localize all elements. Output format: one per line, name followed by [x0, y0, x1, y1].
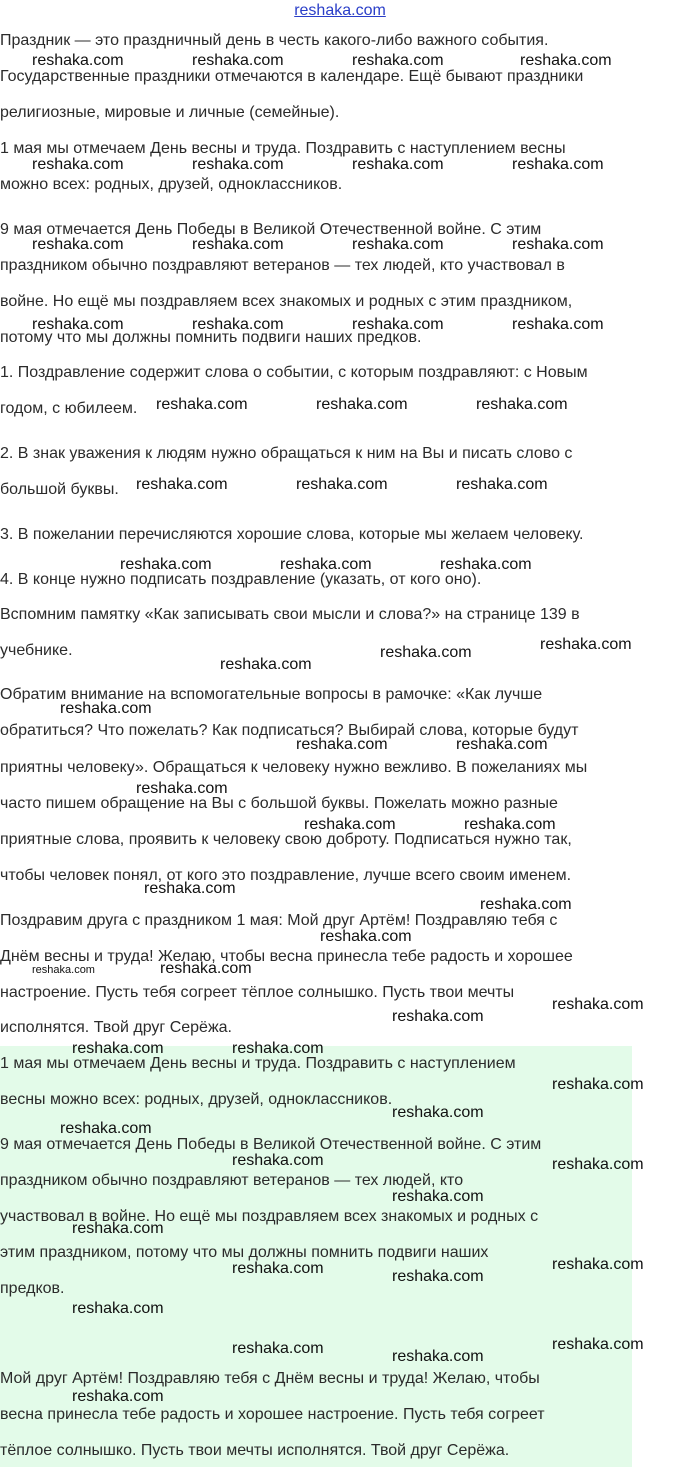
text-line: Поздравим друга с праздником 1 мая: Мой друг Артём! Поздравляю тебя с: [0, 912, 558, 929]
watermark: reshaka.com: [440, 556, 532, 573]
watermark: reshaka.com: [60, 1120, 152, 1137]
watermark: reshaka.com: [72, 1040, 164, 1057]
watermark: reshaka.com: [192, 316, 284, 333]
text-line: можно всех: родных, друзей, одноклассников.: [0, 176, 343, 193]
site-title-link[interactable]: reshaka.com: [294, 2, 386, 19]
text-line: Вспомним памятку «Как записывать свои мысли и слова?» на странице 139 в: [0, 606, 580, 623]
answer-line: этим праздником, потому что мы должны помнить подвиги наших: [0, 1244, 489, 1261]
watermark: reshaka.com: [552, 996, 644, 1013]
answer-line: участвовал в войне. Но ещё мы поздравляем всех знакомых и родных с: [0, 1208, 539, 1225]
watermark: reshaka.com: [552, 1156, 644, 1173]
watermark: reshaka.com: [352, 316, 444, 333]
watermark: reshaka.com: [456, 476, 548, 493]
text-line: приятные слова, проявить к человеку свою доброту. Подписаться нужно так,: [0, 831, 572, 848]
watermark: reshaka.com: [512, 156, 604, 173]
watermark: reshaka.com: [32, 52, 124, 69]
watermark: reshaka.com: [552, 1256, 644, 1273]
watermark: reshaka.com: [72, 1220, 164, 1237]
text-line: 1 мая мы отмечаем День весны и труда. Поздравить с наступлением весны: [0, 140, 566, 157]
text-line: войне. Но ещё мы поздравляем всех знакомых и родных с этим праздником,: [0, 293, 573, 310]
text-line: Обратим внимание на вспомогательные вопросы в рамочке: «Как лучше: [0, 686, 543, 703]
watermark: reshaka.com: [192, 236, 284, 253]
text-line: 4. В конце нужно подписать поздравление (указать, от кого оно).: [0, 571, 482, 588]
text-line: настроение. Пусть тебя согреет тёплое солнышко. Пусть твои мечты: [0, 984, 515, 1001]
answer-line: весны можно всех: родных, друзей, одноклассников.: [0, 1091, 393, 1108]
watermark: reshaka.com: [280, 556, 372, 573]
watermark: reshaka.com: [476, 396, 568, 413]
text-line: Государственные праздники отмечаются в календаре. Ещё бывают праздники: [0, 68, 584, 85]
watermark: reshaka.com: [136, 476, 228, 493]
watermark: reshaka.com: [320, 928, 412, 945]
text-line: религиозные, мировые и личные (семейные).: [0, 104, 340, 121]
watermark: reshaka.com: [464, 816, 556, 833]
answer-line: тёплое солнышко. Пусть твои мечты исполнятся. Твой друг Серёжа.: [0, 1442, 510, 1459]
watermark: reshaka.com: [72, 1388, 164, 1405]
watermark: reshaka.com: [392, 1188, 484, 1205]
answer-line: 1 мая мы отмечаем День весны и труда. Поздравить с наступлением: [0, 1055, 516, 1072]
watermark: reshaka.com: [120, 556, 212, 573]
watermark: reshaka.com: [296, 476, 388, 493]
answer-line: 9 мая отмечается День Победы в Великой Отечественной войне. С этим: [0, 1136, 542, 1153]
watermark: reshaka.com: [392, 1348, 484, 1365]
text-line: приятны человеку». Обращаться к человеку нужно вежливо. В пожеланиях мы: [0, 759, 588, 776]
watermark: reshaka.com: [192, 156, 284, 173]
watermark: reshaka.com: [512, 316, 604, 333]
watermark: reshaka.com: [456, 736, 548, 753]
text-line: большой буквы.: [0, 481, 119, 498]
text-line: 9 мая отмечается День Победы в Великой Отечественной войне. С этим: [0, 221, 542, 238]
watermark: reshaka.com: [232, 1040, 324, 1057]
text-line: учебнике.: [0, 642, 73, 659]
watermark: reshaka.com: [540, 636, 632, 653]
watermark: reshaka.com: [32, 964, 95, 976]
text-line: исполнятся. Твой друг Серёжа.: [0, 1019, 232, 1036]
text-line: 3. В пожелании перечисляются хорошие слова, которые мы желаем человеку.: [0, 526, 584, 543]
text-line: годом, с юбилеем.: [0, 400, 138, 417]
answer-line: весна принесла тебе радость и хорошее настроение. Пусть тебя согреет: [0, 1406, 545, 1423]
watermark: reshaka.com: [392, 1104, 484, 1121]
watermark: reshaka.com: [220, 656, 312, 673]
answer-line: Мой друг Артём! Поздравляю тебя с Днём весны и труда! Желаю, чтобы: [0, 1370, 540, 1387]
watermark: reshaka.com: [552, 1076, 644, 1093]
text-line: часто пишем обращение на Вы с большой буквы. Пожелать можно разные: [0, 795, 558, 812]
watermark: reshaka.com: [160, 960, 252, 977]
watermark: reshaka.com: [296, 736, 388, 753]
watermark: reshaka.com: [552, 1336, 644, 1353]
watermark: reshaka.com: [156, 396, 248, 413]
text-line: обратиться? Что пожелать? Как подписаться? Выбирай слова, которые будут: [0, 722, 579, 739]
watermark: reshaka.com: [60, 700, 152, 717]
watermark: reshaka.com: [352, 236, 444, 253]
answer-line: праздником обычно поздравляют ветеранов — тех людей, кто: [0, 1172, 464, 1189]
watermark: reshaka.com: [316, 396, 408, 413]
watermark: reshaka.com: [32, 316, 124, 333]
watermark: reshaka.com: [512, 236, 604, 253]
watermark: reshaka.com: [32, 156, 124, 173]
watermark: reshaka.com: [520, 52, 612, 69]
watermark: reshaka.com: [392, 1008, 484, 1025]
watermark: reshaka.com: [72, 1300, 164, 1317]
watermark: reshaka.com: [352, 156, 444, 173]
watermark: reshaka.com: [144, 880, 236, 897]
text-line: праздником обычно поздравляют ветеранов — тех людей, кто участвовал в: [0, 257, 565, 274]
watermark: reshaka.com: [392, 1268, 484, 1285]
watermark: reshaka.com: [480, 896, 572, 913]
text-line: Днём весны и труда! Желаю, чтобы весна принесла тебе радость и хорошее: [0, 948, 573, 965]
text-line: 1. Поздравление содержит слова о событии, с которым поздравляют: с Новым: [0, 364, 588, 381]
watermark: reshaka.com: [32, 236, 124, 253]
text-line: Праздник — это праздничный день в честь какого-либо важного события.: [0, 32, 549, 49]
watermark: reshaka.com: [232, 1260, 324, 1277]
answer-line: предков.: [0, 1280, 65, 1297]
watermark: reshaka.com: [232, 1340, 324, 1357]
text-line: чтобы человек понял, от кого это поздравление, лучше всего своим именем.: [0, 867, 572, 884]
watermark: reshaka.com: [192, 52, 284, 69]
text-line: потому что мы должны помнить подвиги наших предков.: [0, 329, 422, 346]
text-line: 2. В знак уважения к людям нужно обращаться к ним на Вы и писать слово с: [0, 445, 573, 462]
watermark: reshaka.com: [380, 644, 472, 661]
watermark: reshaka.com: [232, 1152, 324, 1169]
watermark: reshaka.com: [304, 816, 396, 833]
watermark: reshaka.com: [136, 780, 228, 797]
watermark: reshaka.com: [352, 52, 444, 69]
